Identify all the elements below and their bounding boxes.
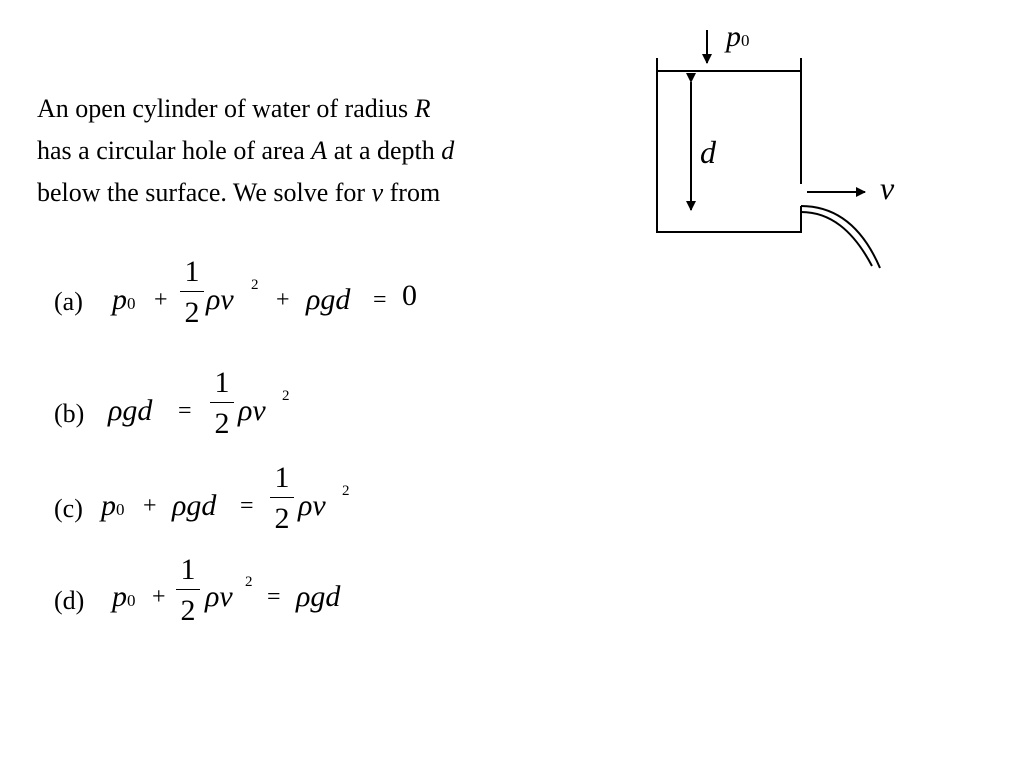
exponent: 2 <box>245 574 253 590</box>
equals-sign: = <box>267 584 281 610</box>
plus-sign: + <box>154 287 168 313</box>
statement-line-1: An open cylinder of water of radius R <box>37 94 431 123</box>
exponent: 2 <box>282 388 290 404</box>
water-jet-inner <box>801 212 872 266</box>
potential-term: ρgd <box>108 394 153 427</box>
potential-term: ρgd <box>296 580 341 613</box>
equals-sign: = <box>178 398 192 424</box>
kinetic-term: ρv <box>238 394 266 427</box>
fraction-half: 1 2 <box>176 555 200 626</box>
rhs-value: 0 <box>402 279 417 312</box>
velocity-label: v <box>880 170 895 206</box>
plus-sign: + <box>143 493 157 519</box>
exponent: 2 <box>342 483 350 499</box>
plus-sign: + <box>152 584 166 610</box>
statement-line-2: has a circular hole of area A at a depth d <box>37 136 455 165</box>
fraction-half: 1 2 <box>210 368 234 439</box>
kinetic-term: ρv <box>298 489 326 522</box>
fraction-half: 1 2 <box>180 257 204 328</box>
equals-sign: = <box>373 287 387 313</box>
kinetic-term: ρv <box>206 283 234 316</box>
pressure-term: p0 <box>101 489 125 522</box>
pressure-term: p0 <box>112 283 136 316</box>
statement-line-3: below the surface. We solve for v from <box>37 178 441 207</box>
potential-term: ρgd <box>306 283 351 316</box>
option-c-label: (c) <box>54 494 83 523</box>
depth-label: d <box>700 134 716 170</box>
potential-term: ρgd <box>172 489 217 522</box>
pressure-term: p0 <box>112 580 136 613</box>
cylinder-outline <box>657 58 801 232</box>
equals-sign: = <box>240 493 254 519</box>
fraction-half: 1 2 <box>270 463 294 534</box>
kinetic-term: ρv <box>205 580 233 613</box>
exponent: 2 <box>251 277 259 293</box>
option-a-label: (a) <box>54 287 83 316</box>
plus-sign: + <box>276 287 290 313</box>
pressure-label: p0 <box>726 20 750 53</box>
option-b-label: (b) <box>54 399 85 428</box>
option-d-label: (d) <box>54 586 85 615</box>
